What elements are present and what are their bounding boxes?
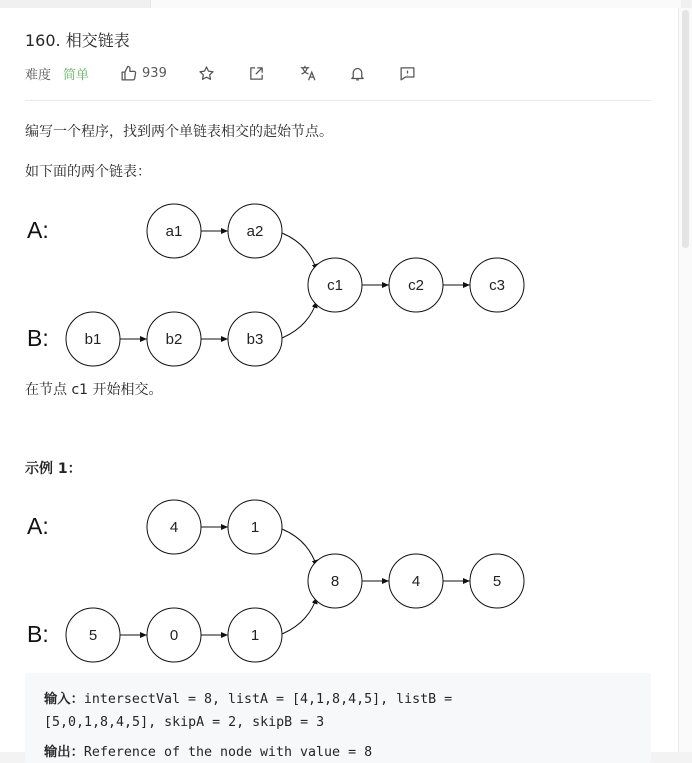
svg-text:1: 1 (250, 627, 260, 644)
svg-text:4: 4 (411, 573, 421, 590)
feedback-icon[interactable] (399, 64, 417, 82)
list-node (470, 258, 524, 312)
svg-text:5: 5 (492, 573, 502, 590)
svg-text:a2: a2 (246, 223, 264, 240)
list-node (147, 312, 201, 366)
svg-text:b2: b2 (165, 331, 183, 348)
translate-icon[interactable] (299, 64, 317, 82)
list-b-label: B: (27, 621, 49, 647)
list-node (147, 608, 201, 662)
output-line: 输出：Reference of the node with value = 8 (44, 745, 373, 760)
active-tab[interactable] (150, 0, 681, 8)
list-node (228, 500, 282, 554)
arrow (282, 597, 317, 634)
star-icon[interactable] (198, 64, 216, 82)
linked-list-diagram-intro (0, 188, 560, 363)
svg-text:c3: c3 (489, 277, 505, 294)
share-icon[interactable] (248, 64, 266, 82)
like-button[interactable] (119, 64, 167, 82)
svg-text:5: 5 (88, 627, 98, 644)
arrow (282, 529, 317, 567)
arrow (282, 301, 317, 338)
list-node (228, 312, 282, 366)
bell-icon[interactable] (349, 64, 367, 82)
top-tab-strip (0, 0, 691, 8)
list-node (470, 554, 524, 608)
example-heading: 示例 1： (25, 461, 82, 477)
intersect-note: 在节点 c1 开始相交。 (25, 382, 163, 398)
list-node (147, 500, 201, 554)
svg-text:1: 1 (250, 519, 260, 536)
list-b-label: B: (27, 325, 49, 351)
thumbs-up-icon[interactable] (119, 64, 137, 82)
input-line-1: 输入：intersectVal = 8, listA = [4,1,8,4,5], listB = (44, 692, 453, 707)
difficulty-label: 难度 (25, 67, 52, 83)
scrollbar-thumb[interactable] (682, 10, 689, 248)
input-line-2: [5,0,1,8,4,5], skipA = 2, skipB = 3 (44, 715, 325, 730)
list-a-label: A: (27, 217, 49, 243)
list-node (66, 312, 120, 366)
problem-intro-text: 编写一个程序，找到两个单链表相交的起始节点。 (25, 124, 333, 140)
problem-title: 160. 相交链表 (25, 31, 130, 50)
list-node (147, 204, 201, 258)
svg-text:8: 8 (330, 573, 340, 590)
list-node (66, 608, 120, 662)
arrow (282, 233, 317, 271)
problem-meta-bar (25, 63, 417, 83)
list-node (308, 258, 362, 312)
list-node (228, 204, 282, 258)
linked-list-diagram-example1 (0, 484, 560, 659)
svg-text:4: 4 (169, 519, 179, 536)
problem-lead-text: 如下面的两个链表： (25, 164, 151, 180)
problem-description-panel (0, 8, 678, 760)
list-a-label: A: (27, 513, 49, 539)
scrollbar[interactable] (678, 8, 692, 752)
svg-text:c1: c1 (327, 277, 343, 294)
list-node (389, 258, 443, 312)
svg-text:0: 0 (169, 627, 179, 644)
example-code-block (25, 673, 651, 763)
svg-text:b1: b1 (84, 331, 102, 348)
divider (25, 100, 651, 101)
like-count: 939 (142, 65, 167, 81)
difficulty-badge: 简单 (63, 67, 90, 83)
list-node (228, 608, 282, 662)
svg-text:a1: a1 (165, 223, 183, 240)
list-node (389, 554, 443, 608)
svg-text:b3: b3 (246, 331, 264, 348)
svg-text:c2: c2 (408, 277, 424, 294)
list-node (308, 554, 362, 608)
